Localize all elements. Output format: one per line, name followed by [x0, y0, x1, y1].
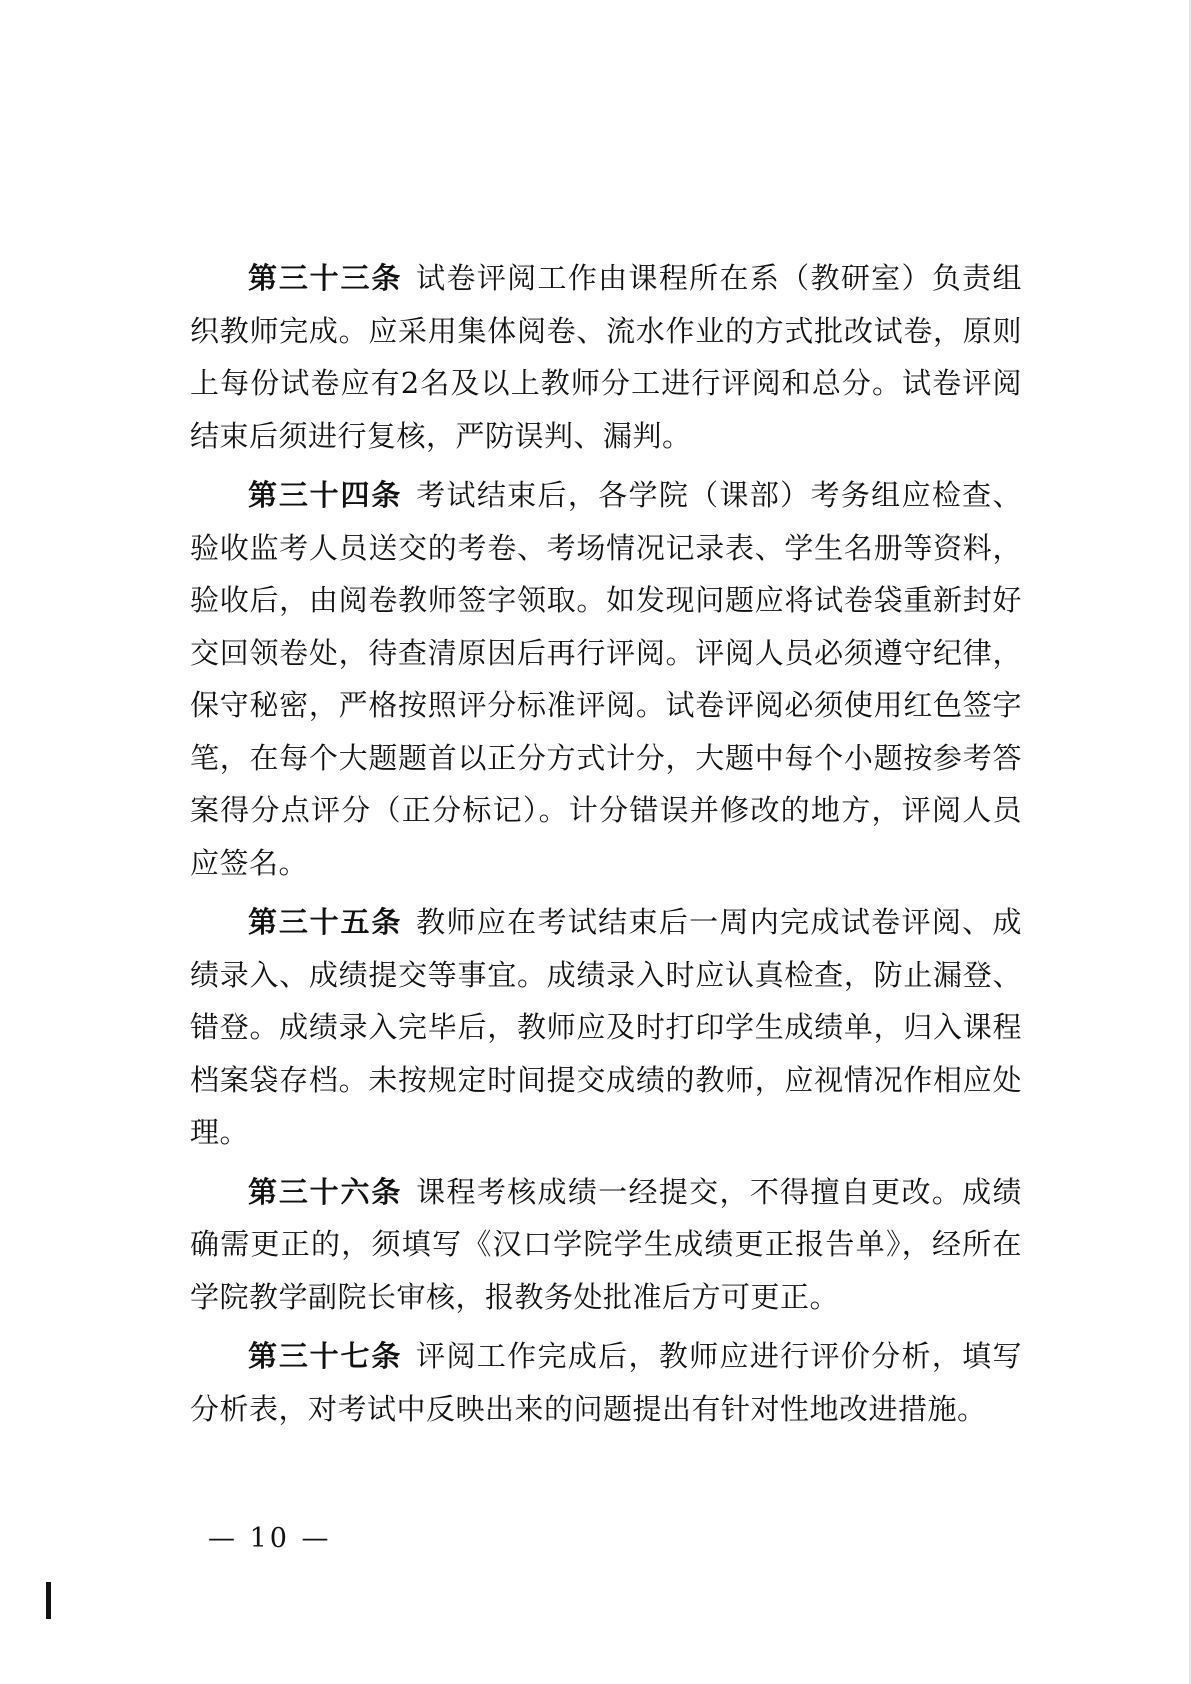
article-37	[190, 1330, 1022, 1435]
article-35-number: 第三十五条	[248, 905, 403, 939]
article-36-text: 课程考核成绩一经提交，不得擅自更改。成绩确需更正的，须填写《汉口学院学生成绩更正报告单》，经所在学院教学副院长审核，报教务处批准后方可更正。	[190, 1174, 1022, 1314]
article-33-text: 试卷评阅工作由课程所在系（教研室）负责组织教师完成。应采用集体阅卷、流水作业的方式批改试卷，原则上每份试卷应有2名及以上教师分工进行评阅和总分。试卷评阅结束后须进行复核，严防误判、漏判。	[190, 261, 1022, 453]
article-35	[190, 896, 1022, 1159]
article-36-number: 第三十六条	[248, 1174, 403, 1209]
article-34	[190, 469, 1022, 889]
article-35-text: 教师应在考试结束后一周内完成试卷评阅、成绩录入、成绩提交等事宜。成绩录入时应认真检查，防止漏登、错登。成绩录入完毕后，教师应及时打印学生成绩单，归入课程档案袋存档。未按规定时间提交成绩的教师，应视情况作相应处理。	[190, 905, 1022, 1149]
article-34-text: 考试结束后，各学院（课部）考务组应检查、验收监考人员送交的考卷、考场情况记录表、学生名册等资料，验收后，由阅卷教师签字领取。如发现问题应将试卷袋重新封好交回领卷处，待查清原因后再行评阅。评阅人员必须遵守纪律，保守秘密，严格按照评分标准评阅。试卷评阅必须使用红色签字笔，在每个大题题首以正分方式计分，大题中每个小题按参考答案得分点评分（正分标记）。计分错误并修改的地方，评阅人员应签名。	[190, 478, 1022, 880]
article-34-number: 第三十四条	[248, 478, 403, 512]
article-36	[190, 1166, 1022, 1324]
scan-edge-mark	[46, 1582, 51, 1619]
article-37-number: 第三十七条	[248, 1339, 403, 1373]
article-37-text: 评阅工作完成后，教师应进行评价分析，填写分析表，对考试中反映出来的问题提出有针对性地改进措施。	[190, 1339, 1022, 1426]
article-33-number: 第三十三条	[248, 261, 403, 295]
page-number: — 10 —	[208, 1523, 332, 1554]
regulation-content	[190, 252, 1022, 1442]
article-33	[190, 252, 1022, 462]
